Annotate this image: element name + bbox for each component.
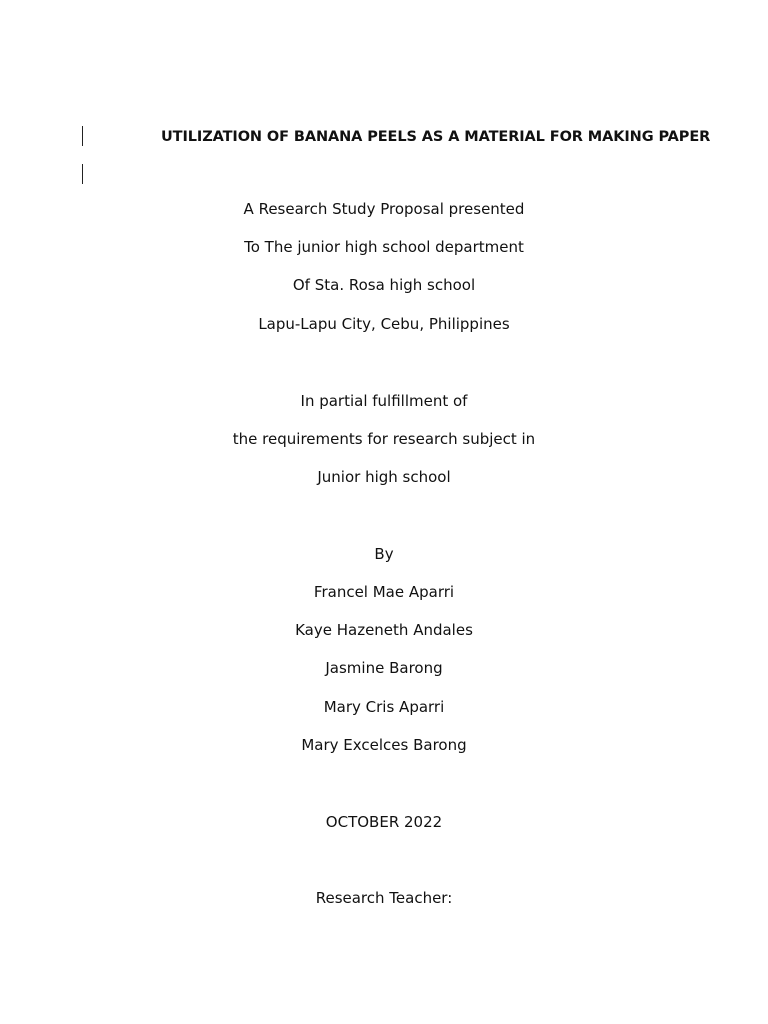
research-teacher-label: Research Teacher: <box>315 889 453 907</box>
fulfillment-line: In partial fulfillment of <box>300 392 468 410</box>
proposal-line: A Research Study Proposal presented <box>243 200 525 218</box>
proposal-line: Lapu-Lapu City, Cebu, Philippines <box>258 315 510 333</box>
margin-change-bar <box>82 164 83 184</box>
author-name: Jasmine Barong <box>325 659 443 677</box>
document-title: UTILIZATION OF BANANA PEELS AS A MATERIAL FOR MAKING PAPER <box>161 129 711 145</box>
margin-change-bar <box>82 126 83 146</box>
proposal-line: Of Sta. Rosa high school <box>292 276 476 294</box>
author-name: Mary Cris Aparri <box>323 698 445 716</box>
fulfillment-line: Junior high school <box>317 468 451 486</box>
proposal-line: To The junior high school department <box>244 238 524 256</box>
fulfillment-line: the requirements for research subject in <box>232 430 536 448</box>
document-date: OCTOBER 2022 <box>325 813 443 831</box>
author-name: Mary Excelces Barong <box>301 736 467 754</box>
author-name: Kaye Hazeneth Andales <box>295 621 473 639</box>
by-label: By <box>374 545 394 563</box>
author-name: Francel Mae Aparri <box>313 583 455 601</box>
